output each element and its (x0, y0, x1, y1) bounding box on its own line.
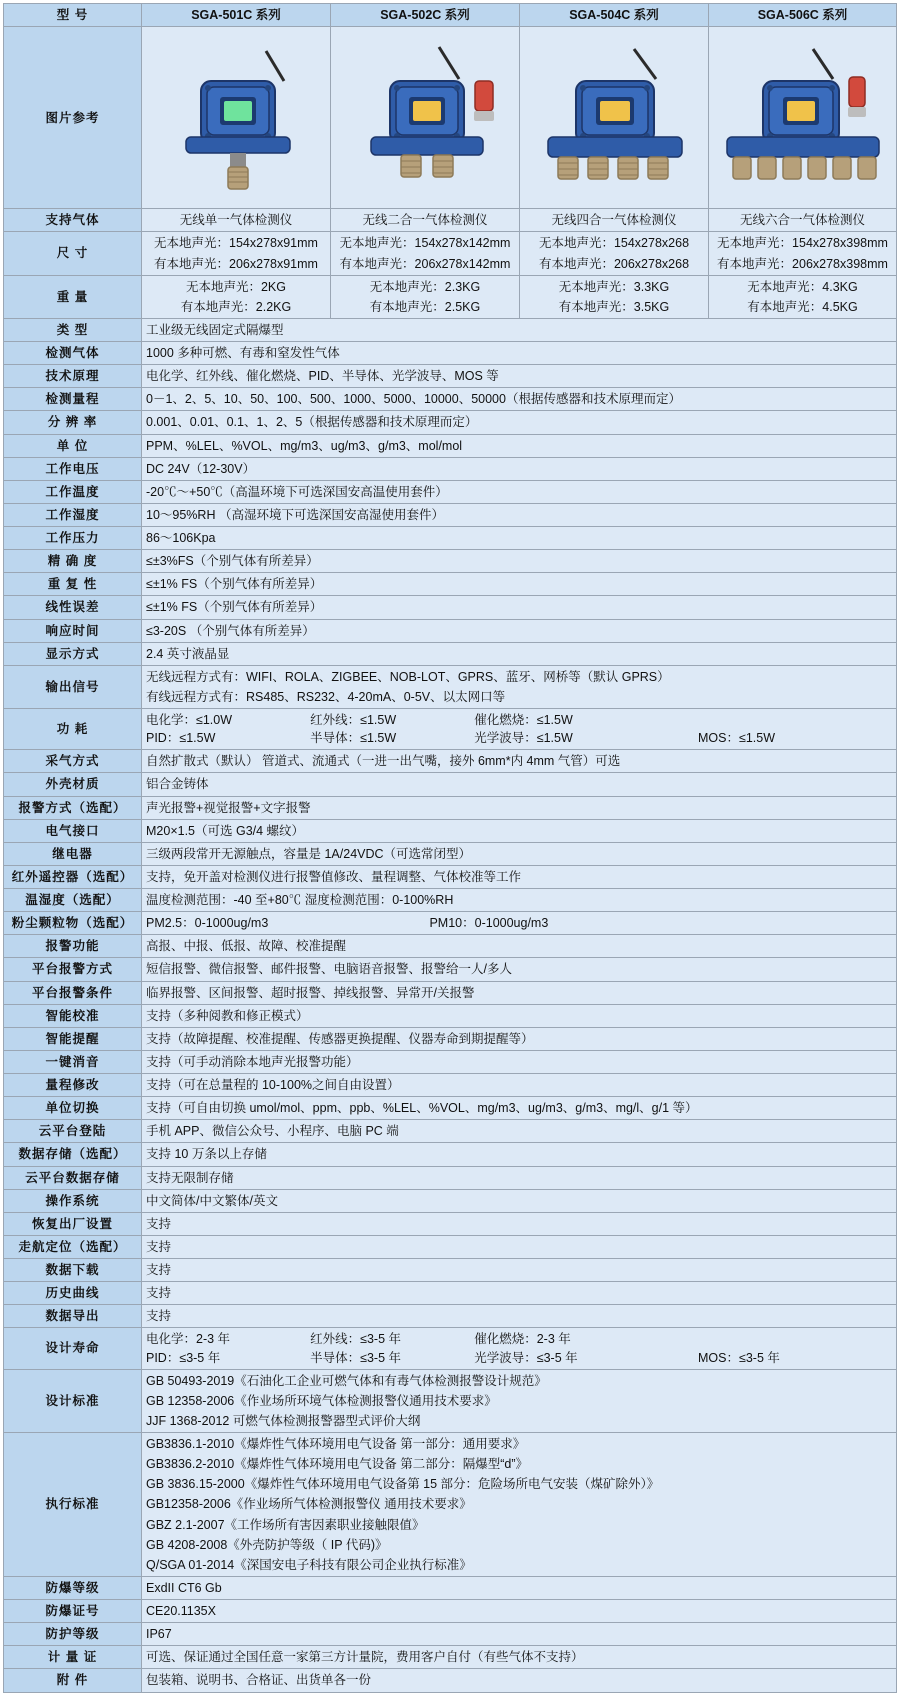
spec-value-os: 中文简体/中文繁体/英文 (142, 1189, 897, 1212)
spec-row-range (4, 388, 897, 411)
size-502c (331, 232, 520, 275)
spec-value-platform-alarm-condition: 临界报警、区间报警、超时报警、掉线报警、异常开/关报警 (142, 981, 897, 1004)
spec-row-electrical-interface (4, 819, 897, 842)
spec-sheet-page (0, 3, 899, 1693)
spec-label-mute: 一键消音 (4, 1050, 142, 1073)
power-electrochemical: 电化学：≤1.0W (146, 713, 233, 727)
spec-row-relay (4, 842, 897, 865)
output-signal-value (142, 665, 897, 708)
spec-row-housing (4, 773, 897, 796)
product-image-504c (520, 27, 709, 209)
spec-label-repeatability: 重 复 性 (4, 573, 142, 596)
spec-value-voltage: DC 24V（12-30V） (142, 457, 897, 480)
spec-value-mute: 支持（可手动消除本地声光报警功能） (142, 1050, 897, 1073)
spec-label-mobile-positioning: 走航定位（选配） (4, 1235, 142, 1258)
spec-row-platform-alarm-condition (4, 981, 897, 1004)
lifespan-optical: 光学波导：≤3-5 年 (474, 1350, 578, 1365)
spec-row-sampling (4, 750, 897, 773)
spec-value-accuracy: ≤±3%FS（个别气体有所差异） (142, 550, 897, 573)
spec-label-range: 检测量程 (4, 388, 142, 411)
size-with-alarm-501c: 有本地声光：206x278x91mm (154, 256, 318, 271)
spec-label-temp-humidity-option: 温湿度（选配） (4, 889, 142, 912)
spec-value-unit-switch: 支持（可自由切换 umol/mol、ppm、ppb、%LEL、%VOL、mg/m3、ug/m3、g/m3、mg/l、g/1 等） (142, 1097, 897, 1120)
gas-detector-icon (146, 29, 326, 201)
spec-label-data-storage: 数据存储（选配） (4, 1143, 142, 1166)
spec-row-detect-gas (4, 342, 897, 365)
spec-value-alarm-function: 高报、中报、低报、故障、校准提醒 (142, 935, 897, 958)
spec-value-linearity: ≤±1% FS（个别气体有所差异） (142, 596, 897, 619)
size-with-alarm-502c: 有本地声光：206x278x142mm (339, 256, 511, 271)
spec-row-factory-reset (4, 1212, 897, 1235)
spec-value-data-download: 支持 (142, 1259, 897, 1282)
weight-no-alarm-504c: 无本地声光：3.3KG (558, 279, 670, 294)
spec-label-data-download: 数据下载 (4, 1259, 142, 1282)
spec-value-electrical-interface: M20×1.5（可选 G3/4 螺纹） (142, 819, 897, 842)
dust-value (142, 912, 897, 935)
spec-value-ex-rating: ExdII CT6 Gb (142, 1576, 897, 1599)
gas-support-504c: 无线四合一气体检测仪 (520, 209, 709, 232)
lifespan-value (142, 1328, 897, 1369)
header-col-502c: SGA-502C 系列 (331, 4, 520, 27)
spec-row-linearity (4, 596, 897, 619)
weight-501c (142, 275, 331, 318)
spec-label-housing: 外壳材质 (4, 773, 142, 796)
gas-support-506c: 无线六合一气体检测仪 (709, 209, 897, 232)
design-standard-line-2: GB 12358-2006《作业场所环境气体检测报警仪通用技术要求》 (146, 1393, 497, 1408)
weight-502c (331, 275, 520, 318)
dust-label: 粉尘颗粒物（选配） (4, 912, 142, 935)
spec-label-alarm-function: 报警功能 (4, 935, 142, 958)
spec-row-ex-rating (4, 1576, 897, 1599)
size-row (4, 232, 897, 275)
weight-no-alarm-502c: 无本地声光：2.3KG (369, 279, 481, 294)
gas-detector-icon (524, 29, 704, 201)
power-mos: MOS：≤1.5W (698, 731, 776, 746)
spec-label-ex-rating: 防爆等级 (4, 1576, 142, 1599)
spec-label-voltage: 工作电压 (4, 457, 142, 480)
spec-label-type: 类 型 (4, 318, 142, 341)
spec-label-accuracy: 精 确 度 (4, 550, 142, 573)
header-col-501c: SGA-501C 系列 (142, 4, 331, 27)
spec-value-smart-reminder: 支持（故障提醒、校准提醒、传感器更换提醒、仪器寿命到期提醒等） (142, 1027, 897, 1050)
spec-value-temp-humidity-option: 温度检测范围：-40 至+80℃ 湿度检测范围：0-100%RH (142, 889, 897, 912)
spec-row-accuracy (4, 550, 897, 573)
exec-standard-line-6: GB 4208-2008《外壳防护等级（ IP 代码)》 (146, 1537, 388, 1552)
spec-row-metrology-cert (4, 1646, 897, 1669)
size-no-alarm-506c: 无本地声光：154x278x398mm (717, 236, 888, 251)
spec-value-smart-calibration: 支持（多种阅教和修正模式） (142, 1004, 897, 1027)
spec-value-alarm-mode: 声光报警+视觉报警+文字报警 (142, 796, 897, 819)
spec-value-temperature: -20℃～+50℃（高温环境下可选深国安高温使用套件） (142, 480, 897, 503)
spec-row-type (4, 318, 897, 341)
spec-value-platform-alarm-mode: 短信报警、微信报警、邮件报警、电脑语音报警、报警给一人/多人 (142, 958, 897, 981)
spec-row-unit-switch (4, 1097, 897, 1120)
weight-504c (520, 275, 709, 318)
power-catalytic: 催化燃烧：≤1.5W (474, 713, 573, 727)
spec-label-display: 显示方式 (4, 642, 142, 665)
output-signal-label: 输出信号 (4, 665, 142, 708)
spec-label-platform-alarm-condition: 平台报警条件 (4, 981, 142, 1004)
power-value (142, 709, 897, 750)
spec-row-mobile-positioning (4, 1235, 897, 1258)
spec-row-smart-reminder (4, 1027, 897, 1050)
spec-row-humidity (4, 503, 897, 526)
spec-value-unit: PPM、%LEL、%VOL、mg/m3、ug/m3、g/m3、mol/mol (142, 434, 897, 457)
spec-label-history-curve: 历史曲线 (4, 1282, 142, 1305)
spec-label-ex-cert-no: 防爆证号 (4, 1600, 142, 1623)
power-line-2 (146, 729, 892, 747)
weight-with-alarm-502c: 有本地声光：2.5KG (369, 299, 481, 314)
spec-value-cloud-login: 手机 APP、微信公众号、小程序、电脑 PC 端 (142, 1120, 897, 1143)
spec-row-ip-rating (4, 1623, 897, 1646)
weight-with-alarm-501c: 有本地声光：2.2KG (180, 299, 292, 314)
spec-label-smart-calibration: 智能校准 (4, 1004, 142, 1027)
table-header-row (4, 4, 897, 27)
header-model-label: 型 号 (4, 4, 142, 27)
spec-label-alarm-mode: 报警方式（选配） (4, 796, 142, 819)
power-infrared: 红外线：≤1.5W (310, 713, 397, 727)
exec-standard-line-1: GB3836.1-2010《爆炸性气体环境用电气设备 第一部分：通用要求》 (146, 1437, 526, 1451)
gas-detector-icon (713, 29, 893, 201)
spec-label-data-export: 数据导出 (4, 1305, 142, 1328)
spec-value-data-export: 支持 (142, 1305, 897, 1328)
lifespan-mos: MOS：≤3-5 年 (698, 1350, 780, 1365)
spec-row-accessories (4, 1669, 897, 1692)
gas-support-label: 支持气体 (4, 209, 142, 232)
size-with-alarm-506c: 有本地声光：206x278x398mm (717, 256, 888, 271)
device-illustration-hex (713, 29, 893, 201)
spec-label-temperature: 工作温度 (4, 480, 142, 503)
spec-row-display (4, 642, 897, 665)
spec-value-sampling: 自然扩散式（默认） 管道式、流通式（一进一出气嘴，接外 6mm*内 4mm 气管）可选 (142, 750, 897, 773)
spec-label-relay: 继电器 (4, 842, 142, 865)
power-pid: PID：≤1.5W (146, 731, 216, 746)
spec-row-ex-cert-no (4, 1600, 897, 1623)
weight-with-alarm-504c: 有本地声光：3.5KG (558, 299, 670, 314)
spec-value-factory-reset: 支持 (142, 1212, 897, 1235)
spec-row-platform-alarm-mode (4, 958, 897, 981)
spec-row-cloud-storage (4, 1166, 897, 1189)
lifespan-pid: PID：≤3-5 年 (146, 1350, 221, 1365)
spec-label-response-time: 响应时间 (4, 619, 142, 642)
spec-label-os: 操作系统 (4, 1189, 142, 1212)
spec-value-mobile-positioning: 支持 (142, 1235, 897, 1258)
exec-standard-label: 执行标准 (4, 1433, 142, 1577)
spec-row-cloud-login (4, 1120, 897, 1143)
output-signal-row (4, 665, 897, 708)
spec-row-pressure (4, 527, 897, 550)
spec-value-range: 0－1、2、5、10、50、100、500、1000、5000、10000、50000（根据传感器和技术原理而定） (142, 388, 897, 411)
spec-value-ip-rating: IP67 (142, 1623, 897, 1646)
spec-label-platform-alarm-mode: 平台报警方式 (4, 958, 142, 981)
exec-standard-line-5: GBZ 2.1-2007《工作场所有害因素职业接触限值》 (146, 1517, 425, 1532)
weight-label: 重 量 (4, 275, 142, 318)
gas-support-502c: 无线二合一气体检测仪 (331, 209, 520, 232)
device-illustration-dual (335, 29, 515, 201)
spec-value-detect-gas: 1000 多种可燃、有毒和窒发性气体 (142, 342, 897, 365)
spec-value-cloud-storage: 支持无限制存储 (142, 1166, 897, 1189)
spec-row-unit (4, 434, 897, 457)
spec-row-data-export (4, 1305, 897, 1328)
spec-label-range-modify: 量程修改 (4, 1074, 142, 1097)
spec-row-history-curve (4, 1282, 897, 1305)
product-image-502c (331, 27, 520, 209)
exec-standard-line-2: GB3836.2-2010《爆炸性气体环境用电气设备 第二部分：隔爆型“d”》 (146, 1457, 529, 1472)
spec-label-cloud-login: 云平台登陆 (4, 1120, 142, 1143)
size-label: 尺 寸 (4, 232, 142, 275)
spec-row-alarm-mode (4, 796, 897, 819)
spec-label-humidity: 工作湿度 (4, 503, 142, 526)
power-row (4, 709, 897, 750)
spec-value-type: 工业级无线固定式隔爆型 (142, 318, 897, 341)
spec-label-ip-rating: 防护等级 (4, 1623, 142, 1646)
spec-value-accessories: 包装箱、说明书、合格证、出货单各一份 (142, 1669, 897, 1692)
image-reference-label: 图片参考 (4, 27, 142, 209)
design-standard-line-1: GB 50493-2019《石油化工企业可燃气体和有毒气体检测报警设计规范》 (146, 1373, 547, 1388)
size-506c (709, 232, 897, 275)
weight-no-alarm-506c: 无本地声光：4.3KG (747, 279, 858, 294)
spec-label-metrology-cert: 计 量 证 (4, 1646, 142, 1669)
spec-label-ir-remote: 红外遥控器（选配） (4, 865, 142, 888)
device-illustration-quad (524, 29, 704, 201)
spec-row-ir-remote (4, 865, 897, 888)
lifespan-label: 设计寿命 (4, 1328, 142, 1369)
lifespan-electrochemical: 电化学：2-3 年 (146, 1332, 231, 1347)
spec-value-ir-remote: 支持，免开盖对检测仪进行报警值修改、量程调整、气体校准等工作 (142, 865, 897, 888)
exec-standard-line-7: Q/SGA 01-2014《深国安电子科技有限公司企业执行标准》 (146, 1557, 472, 1572)
power-line-1 (146, 711, 892, 729)
spec-value-pressure: 86～106Kpa (142, 527, 897, 550)
product-image-501c (142, 27, 331, 209)
spec-row-smart-calibration (4, 1004, 897, 1027)
spec-value-principle: 电化学、红外线、催化燃烧、PID、半导体、光学波导、MOS 等 (142, 365, 897, 388)
exec-standard-row (4, 1433, 897, 1577)
spec-value-resolution: 0.001、0.01、0.1、1、2、5（根据传感器和技术原理而定） (142, 411, 897, 434)
lifespan-semiconductor: 半导体：≤3-5 年 (310, 1350, 402, 1365)
spec-value-humidity: 10～95%RH （高湿环境下可选深国安高湿使用套件） (142, 503, 897, 526)
spec-label-factory-reset: 恢复出厂设置 (4, 1212, 142, 1235)
size-504c (520, 232, 709, 275)
dust-row (4, 912, 897, 935)
spec-row-data-download (4, 1259, 897, 1282)
spec-row-temperature (4, 480, 897, 503)
dust-pm25: PM2.5：0-1000ug/m3 (146, 916, 269, 931)
weight-no-alarm-501c: 无本地声光：2KG (185, 279, 286, 294)
spec-label-detect-gas: 检测气体 (4, 342, 142, 365)
product-image-506c (709, 27, 897, 209)
spec-value-repeatability: ≤±1% FS（个别气体有所差异） (142, 573, 897, 596)
design-standard-label: 设计标准 (4, 1369, 142, 1432)
output-wired: 有线远程方式有：RS485、RS232、4-20mA、0-5V、以太网口等 (146, 689, 506, 704)
header-col-506c: SGA-506C 系列 (709, 4, 897, 27)
product-image-row (4, 27, 897, 209)
power-label: 功 耗 (4, 709, 142, 750)
lifespan-row (4, 1328, 897, 1369)
spec-value-response-time: ≤3-20S （个别气体有所差异） (142, 619, 897, 642)
gas-support-row (4, 209, 897, 232)
spec-label-accessories: 附 件 (4, 1669, 142, 1692)
lifespan-infrared: 红外线：≤3-5 年 (310, 1332, 402, 1347)
spec-label-sampling: 采气方式 (4, 750, 142, 773)
spec-value-ex-cert-no: CE20.1135X (142, 1600, 897, 1623)
size-no-alarm-504c: 无本地声光：154x278x268 (538, 236, 690, 251)
spec-value-data-storage: 支持 10 万条以上存储 (142, 1143, 897, 1166)
device-illustration-single (146, 29, 326, 201)
spec-label-pressure: 工作压力 (4, 527, 142, 550)
spec-label-resolution: 分 辨 率 (4, 411, 142, 434)
exec-standard-value (142, 1433, 897, 1577)
spec-row-range-modify (4, 1074, 897, 1097)
exec-standard-line-4: GB12358-2006《作业场所气体检测报警仪 通用技术要求》 (146, 1497, 472, 1512)
lifespan-line-1 (146, 1330, 892, 1348)
spec-label-cloud-storage: 云平台数据存储 (4, 1166, 142, 1189)
design-standard-value (142, 1369, 897, 1432)
gas-detector-icon (335, 29, 515, 201)
spec-label-unit: 单 位 (4, 434, 142, 457)
weight-with-alarm-506c: 有本地声光：4.5KG (747, 299, 858, 314)
spec-value-housing: 铝合金铸体 (142, 773, 897, 796)
spec-row-principle (4, 365, 897, 388)
spec-row-os (4, 1189, 897, 1212)
spec-label-linearity: 线性误差 (4, 596, 142, 619)
header-col-504c: SGA-504C 系列 (520, 4, 709, 27)
exec-standard-line-3: GB 3836.15-2000《爆炸性气体环境用电气设备第 15 部分：危险场所电气安装（煤矿除外）》 (146, 1477, 660, 1492)
spec-value-range-modify: 支持（可在总量程的 10-100%之间自由设置） (142, 1074, 897, 1097)
spec-label-smart-reminder: 智能提醒 (4, 1027, 142, 1050)
spec-row-resolution (4, 411, 897, 434)
spec-value-relay: 三级两段常开无源触点，容量是 1A/24VDC（可选常闭型） (142, 842, 897, 865)
power-optical: 光学波导：≤1.5W (474, 731, 573, 746)
size-no-alarm-502c: 无本地声光：154x278x142mm (339, 236, 511, 251)
design-standard-row (4, 1369, 897, 1432)
spec-value-metrology-cert: 可选、保证通过全国任意一家第三方计量院，费用客户自付（有些气体不支持） (142, 1646, 897, 1669)
spec-row-alarm-function (4, 935, 897, 958)
spec-row-response-time (4, 619, 897, 642)
specification-table (3, 3, 897, 1693)
output-wireless: 无线远程方式有：WIFI、ROLA、ZIGBEE、NOB-LOT、GPRS、蓝牙、网桥等（默认 GPRS） (146, 669, 670, 684)
spec-row-data-storage (4, 1143, 897, 1166)
spec-row-repeatability (4, 573, 897, 596)
size-no-alarm-501c: 无本地声光：154x278x91mm (154, 236, 318, 251)
spec-value-history-curve: 支持 (142, 1282, 897, 1305)
spec-value-display: 2.4 英寸液晶显 (142, 642, 897, 665)
spec-label-electrical-interface: 电气接口 (4, 819, 142, 842)
weight-row (4, 275, 897, 318)
lifespan-line-2 (146, 1349, 892, 1367)
spec-label-unit-switch: 单位切换 (4, 1097, 142, 1120)
spec-row-voltage (4, 457, 897, 480)
weight-506c (709, 275, 897, 318)
gas-support-501c: 无线单一气体检测仪 (142, 209, 331, 232)
size-501c (142, 232, 331, 275)
spec-label-principle: 技术原理 (4, 365, 142, 388)
spec-row-mute (4, 1050, 897, 1073)
spec-row-temp-humidity-option (4, 889, 897, 912)
dust-pm10: PM10：0-1000ug/m3 (429, 916, 549, 931)
design-standard-line-3: JJF 1368-2012 可燃气体检测报警器型式评价大纲 (146, 1413, 421, 1428)
lifespan-catalytic: 催化燃烧：2-3 年 (474, 1332, 571, 1347)
power-semiconductor: 半导体：≤1.5W (310, 731, 397, 746)
size-with-alarm-504c: 有本地声光：206x278x268 (538, 256, 690, 271)
